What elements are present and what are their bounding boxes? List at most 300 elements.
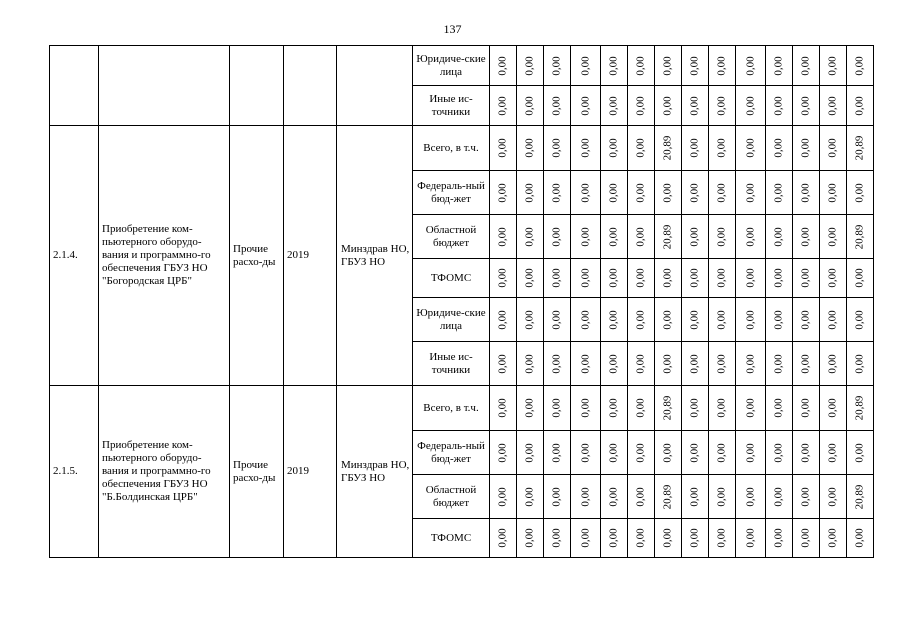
value-cell (682, 46, 709, 86)
value-text: 0,00 (496, 309, 509, 330)
value-cell (490, 259, 517, 298)
value-cell (847, 171, 874, 215)
value-text: 0,00 (826, 182, 839, 203)
value-text: 0,00 (853, 182, 866, 203)
value-text: 0,00 (661, 528, 674, 548)
value-cell (793, 46, 820, 86)
value-text: 0,00 (634, 226, 647, 247)
value-text: 0,00 (799, 528, 812, 548)
value-cell (820, 46, 847, 86)
value-cell (820, 86, 847, 126)
value-cell (601, 259, 628, 298)
value-text: 0,00 (607, 95, 620, 116)
value-cell (571, 431, 601, 475)
value-text: 0,00 (607, 182, 620, 203)
value-text: 0,00 (715, 486, 728, 507)
value-text: 0,00 (523, 353, 536, 374)
value-cell (847, 475, 874, 519)
value-text: 0,00 (715, 398, 728, 418)
value-cell (571, 386, 601, 431)
value-cell (682, 171, 709, 215)
value-cell (601, 519, 628, 558)
value-text: 0,00 (579, 353, 591, 374)
value-cell (655, 86, 682, 126)
value-text: 0,00 (634, 95, 647, 116)
value-cell (655, 298, 682, 342)
funding-source: Юридиче-ские лица (413, 298, 490, 342)
value-text: 0,00 (715, 442, 728, 463)
value-cell (736, 298, 766, 342)
funding-source: Всего, в т.ч. (413, 126, 490, 171)
value-text: 0,00 (826, 268, 839, 288)
value-text: 0,00 (661, 95, 674, 116)
value-text: 0,00 (634, 398, 647, 418)
value-cell (544, 86, 571, 126)
value-text: 0,00 (826, 309, 839, 330)
value-cell (793, 298, 820, 342)
value-text: 20,89 (661, 224, 674, 249)
value-cell (766, 298, 793, 342)
value-text: 0,00 (772, 353, 785, 374)
value-text: 20,89 (661, 135, 674, 161)
value-cell (847, 259, 874, 298)
table-row (50, 126, 874, 171)
value-text: 0,00 (523, 309, 536, 330)
value-cell (544, 171, 571, 215)
value-cell (709, 86, 736, 126)
value-cell (766, 386, 793, 431)
value-cell (709, 126, 736, 171)
value-text: 0,00 (607, 268, 620, 288)
value-text: 0,00 (523, 182, 536, 203)
value-text: 0,00 (579, 226, 591, 247)
value-cell (517, 215, 544, 259)
value-cell (709, 342, 736, 386)
value-text: 0,00 (799, 138, 812, 158)
value-cell (571, 298, 601, 342)
value-text: 0,00 (550, 486, 563, 507)
item-name: Приобретение ком-пьютерного оборудо-вания и программно-го обеспечения ГБУЗ НО "Богородская ЦРБ" (99, 126, 230, 386)
value-cell (709, 46, 736, 86)
value-cell (820, 298, 847, 342)
value-cell (571, 215, 601, 259)
continuation-year (284, 46, 337, 126)
value-text: 0,00 (744, 486, 756, 507)
value-text: 0,00 (607, 398, 620, 418)
value-text: 0,00 (607, 528, 620, 548)
value-cell (601, 215, 628, 259)
value-text: 0,00 (661, 442, 674, 463)
value-cell (736, 259, 766, 298)
value-text: 0,00 (550, 442, 563, 463)
value-text: 0,00 (853, 442, 866, 463)
value-cell (709, 215, 736, 259)
value-cell (793, 171, 820, 215)
value-text: 0,00 (799, 55, 812, 76)
value-text: 0,00 (744, 353, 756, 374)
item-year: 2019 (284, 126, 337, 386)
value-text: 0,00 (772, 226, 785, 247)
value-text: 0,00 (523, 442, 536, 463)
value-cell (820, 259, 847, 298)
value-cell (601, 386, 628, 431)
value-text: 0,00 (799, 95, 812, 116)
value-cell (766, 86, 793, 126)
value-cell (544, 298, 571, 342)
value-cell (820, 342, 847, 386)
value-text: 0,00 (853, 55, 866, 76)
value-text: 0,00 (799, 268, 812, 288)
value-text: 0,00 (607, 442, 620, 463)
value-text: 0,00 (744, 138, 756, 158)
value-cell (490, 86, 517, 126)
value-text: 0,00 (853, 95, 866, 116)
responsible-party: Минздрав НО, ГБУЗ НО (337, 386, 413, 558)
value-text: 0,00 (496, 486, 509, 507)
value-text: 0,00 (715, 182, 728, 203)
value-cell (820, 519, 847, 558)
value-text: 0,00 (853, 309, 866, 330)
value-text: 0,00 (744, 528, 756, 548)
value-cell (601, 171, 628, 215)
value-cell (682, 475, 709, 519)
value-cell (628, 86, 655, 126)
value-text: 0,00 (579, 398, 591, 418)
value-text: 0,00 (496, 398, 509, 418)
value-cell (682, 431, 709, 475)
value-text: 0,00 (772, 309, 785, 330)
value-cell (601, 298, 628, 342)
value-cell (490, 126, 517, 171)
value-cell (571, 259, 601, 298)
value-text: 0,00 (607, 353, 620, 374)
value-text: 0,00 (550, 398, 563, 418)
value-cell (766, 431, 793, 475)
value-text: 0,00 (688, 353, 701, 374)
value-cell (490, 298, 517, 342)
value-cell (820, 475, 847, 519)
value-cell (490, 215, 517, 259)
value-text: 0,00 (688, 528, 701, 548)
value-text: 0,00 (744, 226, 756, 247)
value-cell (847, 126, 874, 171)
value-text: 0,00 (579, 138, 591, 158)
value-cell (847, 386, 874, 431)
value-cell (766, 171, 793, 215)
value-cell (655, 342, 682, 386)
value-text: 0,00 (853, 528, 866, 548)
value-cell (490, 342, 517, 386)
value-text: 0,00 (772, 182, 785, 203)
item-number: 2.1.5. (50, 386, 99, 558)
value-text: 0,00 (772, 442, 785, 463)
value-text: 0,00 (799, 398, 812, 418)
value-text: 0,00 (634, 55, 647, 76)
value-text: 0,00 (523, 268, 536, 288)
value-text: 0,00 (772, 398, 785, 418)
value-text: 0,00 (523, 95, 536, 116)
value-text: 0,00 (744, 95, 756, 116)
value-text: 0,00 (688, 398, 701, 418)
value-cell (655, 259, 682, 298)
value-text: 0,00 (799, 442, 812, 463)
value-text: 0,00 (550, 528, 563, 548)
value-cell (571, 126, 601, 171)
value-cell (517, 259, 544, 298)
value-cell (655, 475, 682, 519)
value-text: 0,00 (744, 398, 756, 418)
value-cell (682, 342, 709, 386)
value-cell (517, 46, 544, 86)
value-cell (655, 171, 682, 215)
value-cell (736, 86, 766, 126)
value-cell (490, 171, 517, 215)
value-cell (544, 386, 571, 431)
funding-source: Иные ис-точники (413, 86, 490, 126)
value-cell (601, 126, 628, 171)
value-text: 0,00 (579, 268, 591, 288)
value-cell (847, 86, 874, 126)
value-text: 0,00 (744, 309, 756, 330)
value-cell (601, 342, 628, 386)
value-text: 0,00 (744, 442, 756, 463)
value-cell (820, 215, 847, 259)
value-cell (793, 519, 820, 558)
value-text: 0,00 (688, 182, 701, 203)
value-cell (736, 431, 766, 475)
table-row (50, 46, 874, 86)
value-cell (709, 386, 736, 431)
value-text: 0,00 (688, 55, 701, 76)
value-cell (571, 86, 601, 126)
value-text: 0,00 (826, 138, 839, 158)
value-cell (544, 126, 571, 171)
value-cell (517, 519, 544, 558)
value-cell (847, 342, 874, 386)
value-cell (682, 519, 709, 558)
value-text: 0,00 (607, 138, 620, 158)
value-cell (847, 46, 874, 86)
value-text: 0,00 (799, 353, 812, 374)
value-text: 20,89 (853, 484, 866, 509)
value-cell (655, 126, 682, 171)
value-cell (766, 259, 793, 298)
value-text: 0,00 (772, 528, 785, 548)
value-text: 0,00 (715, 95, 728, 116)
value-cell (793, 342, 820, 386)
value-cell (793, 259, 820, 298)
value-cell (490, 475, 517, 519)
value-cell (571, 171, 601, 215)
value-text: 0,00 (496, 226, 509, 247)
value-text: 0,00 (550, 353, 563, 374)
value-cell (601, 475, 628, 519)
value-text: 0,00 (826, 442, 839, 463)
value-text: 0,00 (634, 353, 647, 374)
value-text: 0,00 (496, 528, 509, 548)
value-text: 0,00 (550, 182, 563, 203)
value-cell (490, 386, 517, 431)
value-text: 0,00 (688, 226, 701, 247)
budget-table (49, 45, 874, 558)
continuation-responsible (337, 46, 413, 126)
value-cell (628, 171, 655, 215)
value-cell (736, 475, 766, 519)
value-text: 0,00 (661, 55, 674, 76)
value-text: 20,89 (853, 224, 866, 249)
value-cell (601, 46, 628, 86)
value-cell (766, 46, 793, 86)
value-text: 0,00 (550, 138, 563, 158)
value-cell (655, 46, 682, 86)
value-cell (736, 386, 766, 431)
value-cell (736, 171, 766, 215)
value-cell (655, 431, 682, 475)
value-text: 0,00 (579, 442, 591, 463)
value-cell (628, 386, 655, 431)
value-text: 0,00 (579, 528, 591, 548)
value-cell (571, 46, 601, 86)
value-text: 0,00 (550, 268, 563, 288)
value-text: 0,00 (715, 309, 728, 330)
value-text: 0,00 (634, 138, 647, 158)
value-text: 0,00 (772, 268, 785, 288)
value-cell (709, 431, 736, 475)
value-cell (709, 519, 736, 558)
value-cell (736, 519, 766, 558)
value-cell (544, 431, 571, 475)
funding-source: Федераль-ный бюд-жет (413, 171, 490, 215)
value-cell (517, 386, 544, 431)
value-cell (544, 475, 571, 519)
continuation-name (99, 46, 230, 126)
funding-source: Областной бюджет (413, 215, 490, 259)
value-text: 0,00 (634, 486, 647, 507)
value-cell (544, 46, 571, 86)
value-cell (517, 298, 544, 342)
value-cell (490, 431, 517, 475)
value-text: 0,00 (496, 442, 509, 463)
value-text: 0,00 (826, 226, 839, 247)
value-text: 20,89 (853, 135, 866, 161)
value-text: 0,00 (634, 309, 647, 330)
value-cell (655, 215, 682, 259)
budget-table-body (50, 46, 874, 558)
funding-source: Иные ис-точники (413, 342, 490, 386)
value-cell (766, 126, 793, 171)
value-cell (517, 126, 544, 171)
value-cell (628, 431, 655, 475)
value-text: 0,00 (496, 268, 509, 288)
value-cell (601, 86, 628, 126)
value-text: 0,00 (607, 55, 620, 76)
value-cell (847, 215, 874, 259)
value-cell (820, 171, 847, 215)
value-cell (517, 171, 544, 215)
expense-type: Прочие расхо-ды (230, 126, 284, 386)
value-text: 0,00 (715, 226, 728, 247)
value-text: 0,00 (715, 268, 728, 288)
value-cell (544, 215, 571, 259)
value-cell (709, 475, 736, 519)
value-text: 0,00 (634, 268, 647, 288)
value-cell (490, 519, 517, 558)
value-cell (682, 386, 709, 431)
value-cell (682, 215, 709, 259)
value-text: 0,00 (826, 398, 839, 418)
item-year: 2019 (284, 386, 337, 558)
value-text: 0,00 (799, 226, 812, 247)
value-cell (571, 342, 601, 386)
value-text: 0,00 (799, 182, 812, 203)
value-text: 0,00 (661, 353, 674, 374)
value-cell (655, 386, 682, 431)
value-cell (682, 259, 709, 298)
value-cell (655, 519, 682, 558)
value-cell (571, 475, 601, 519)
value-text: 0,00 (688, 95, 701, 116)
continuation-number (50, 46, 99, 126)
value-text: 20,89 (661, 484, 674, 509)
value-text: 0,00 (688, 309, 701, 330)
item-name: Приобретение ком-пьютерного оборудо-вания и программно-го обеспечения ГБУЗ НО "Б.Болдинская ЦРБ" (99, 386, 230, 558)
value-text: 0,00 (772, 138, 785, 158)
value-cell (766, 342, 793, 386)
value-cell (601, 431, 628, 475)
value-cell (628, 126, 655, 171)
value-text: 0,00 (634, 528, 647, 548)
value-text: 0,00 (523, 55, 536, 76)
value-cell (793, 475, 820, 519)
value-text: 0,00 (772, 95, 785, 116)
value-cell (544, 342, 571, 386)
value-cell (517, 86, 544, 126)
value-text: 0,00 (579, 95, 591, 116)
value-text: 0,00 (496, 182, 509, 203)
value-text: 0,00 (853, 268, 866, 288)
value-text: 0,00 (523, 486, 536, 507)
value-text: 0,00 (715, 55, 728, 76)
value-text: 0,00 (661, 309, 674, 330)
value-text: 0,00 (772, 55, 785, 76)
value-text: 0,00 (579, 55, 591, 76)
value-text: 0,00 (607, 309, 620, 330)
value-text: 0,00 (744, 55, 756, 76)
value-text: 0,00 (826, 528, 839, 548)
expense-type: Прочие расхо-ды (230, 386, 284, 558)
value-cell (793, 431, 820, 475)
value-cell (820, 431, 847, 475)
value-text: 0,00 (772, 486, 785, 507)
value-cell (736, 46, 766, 86)
value-cell (793, 215, 820, 259)
value-cell (820, 126, 847, 171)
value-text: 0,00 (688, 442, 701, 463)
value-text: 0,00 (715, 353, 728, 374)
value-text: 0,00 (496, 95, 509, 116)
value-cell (709, 171, 736, 215)
value-text: 0,00 (826, 486, 839, 507)
value-cell (544, 259, 571, 298)
value-text: 0,00 (634, 182, 647, 203)
value-text: 0,00 (523, 528, 536, 548)
value-text: 20,89 (853, 395, 866, 421)
value-cell (682, 126, 709, 171)
value-cell (793, 386, 820, 431)
value-cell (682, 298, 709, 342)
value-cell (682, 86, 709, 126)
value-text: 0,00 (523, 138, 536, 158)
